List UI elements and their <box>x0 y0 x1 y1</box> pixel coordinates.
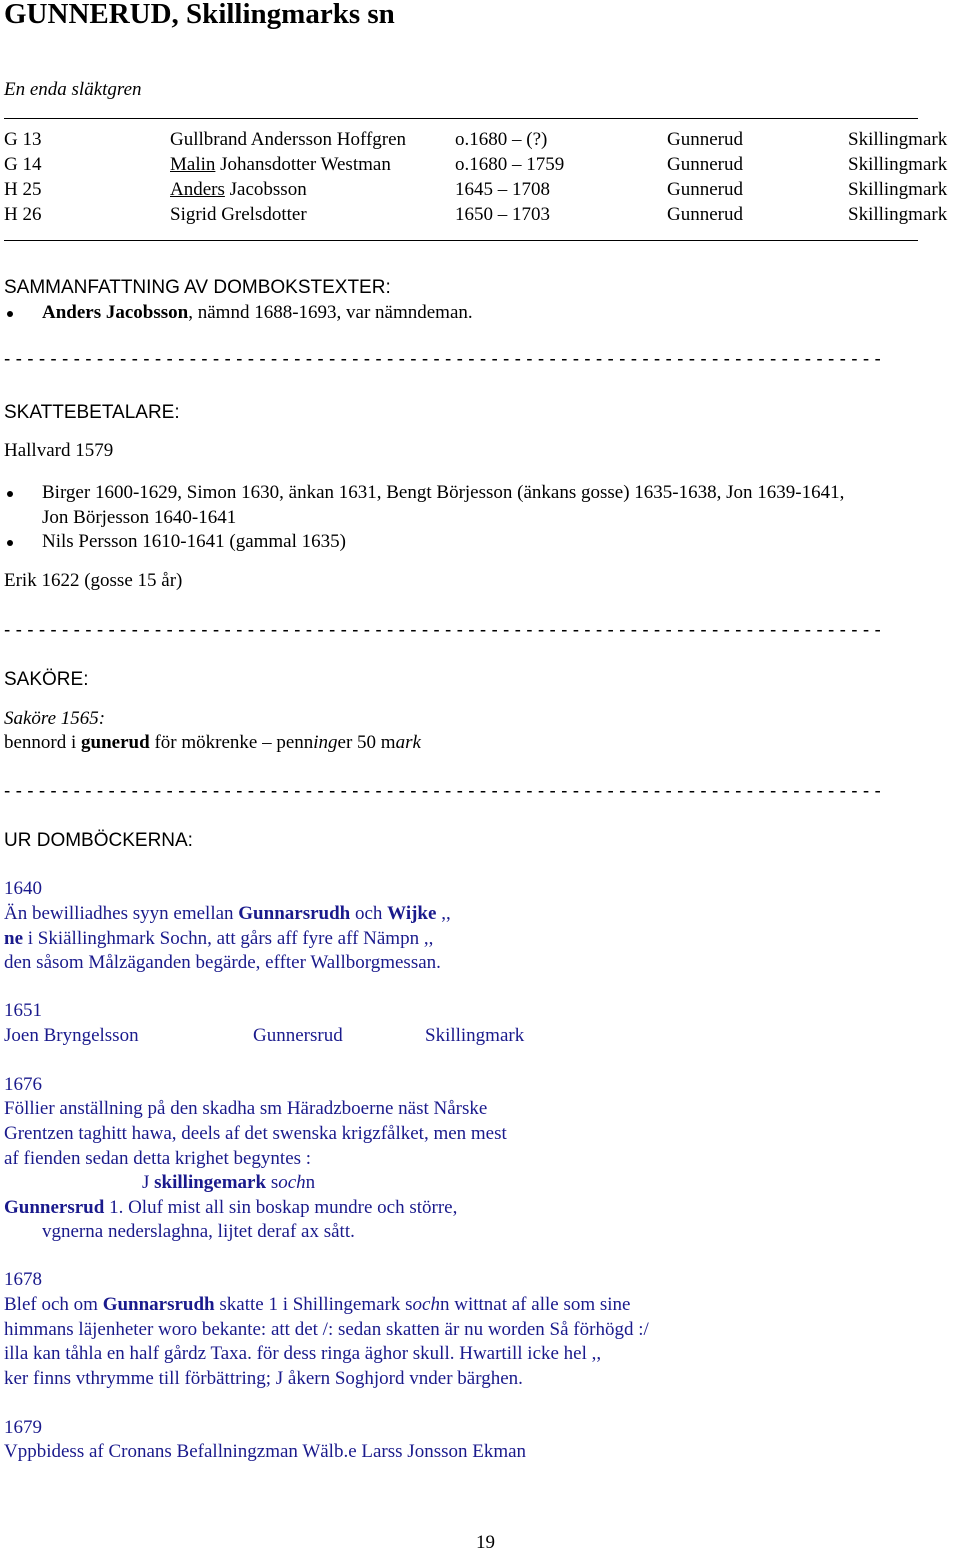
taxpayer-bullet1-line2: Jon Börjesson 1640-1641 <box>42 507 237 528</box>
row-years: o.1680 – 1759 <box>455 154 565 175</box>
bullet-icon <box>7 540 13 546</box>
row-name: Anders Jacobsson <box>170 179 307 200</box>
taxpayer-first: Hallvard 1579 <box>4 440 114 461</box>
row-code: H 25 <box>4 179 42 200</box>
row-code: H 26 <box>4 204 42 225</box>
separator: - - - - - - - - - - - - - - - - - - - - - - - - - - - - - - - - - - - - - - - - - - - - - - - - - - - - - - - - - - - - - - - - - - - - - - - - - - - - <box>4 620 881 641</box>
entry-1676-line3: af fienden sedan detta krighet begyntes : <box>4 1148 312 1169</box>
year-1651: 1651 <box>4 1000 42 1021</box>
row-farm: Gunnerud <box>667 179 743 200</box>
row-years: 1645 – 1708 <box>455 179 550 200</box>
entry-1676-line6: vgnerna nederslaghna, lijtet deraf ax sått. <box>42 1221 355 1242</box>
row-parish: Skillingmark <box>848 204 948 225</box>
row-name: Malin Johansdotter Westman <box>170 154 391 175</box>
year-1640: 1640 <box>4 878 42 899</box>
entry-1678-line3: illa kan tåhla en half gårdz Taxa. för dess ringa äghor skull. Hwartill icke hel ,, <box>4 1343 602 1364</box>
separator: - - - - - - - - - - - - - - - - - - - - - - - - - - - - - - - - - - - - - - - - - - - - - - - - - - - - - - - - - - - - - - - - - - - - - - - - - - - - <box>4 349 881 370</box>
row-years: o.1680 – (?) <box>455 129 548 150</box>
entry-1679-line1: Vppbidess af Cronans Befallningzman Wälb.e Larss Jonsson Ekman <box>4 1441 527 1462</box>
entry-1640-line2: ne i Skiällinghmark Sochn, att gårs aff fyre aff Nämpn ,, <box>4 928 434 949</box>
subtitle: En enda släktgren <box>4 79 142 100</box>
entry-1676-line4: J skillingemark sochn <box>142 1172 316 1193</box>
row-parish: Skillingmark <box>848 154 948 175</box>
row-name: Sigrid Grelsdotter <box>170 204 307 225</box>
year-1676: 1676 <box>4 1074 42 1095</box>
row-farm: Gunnerud <box>667 154 743 175</box>
divider-top <box>4 118 918 119</box>
summary-bullet <box>42 302 473 324</box>
entry-1651-farm: Gunnersrud <box>253 1025 343 1046</box>
row-name-first: Anders <box>170 179 225 200</box>
entry-1651-parish: Skillingmark <box>425 1025 525 1046</box>
sakore-line: bennord i gunerud för mökrenke – penninger 50 mark <box>4 732 421 753</box>
court-heading: UR DOMBÖCKERNA: <box>4 830 193 851</box>
summary-rest: , nämnd 1688-1693, var nämndeman. <box>188 302 473 323</box>
year-1678: 1678 <box>4 1269 42 1290</box>
entry-1651-name: Joen Bryngelsson <box>4 1025 139 1046</box>
bullet-icon <box>7 311 13 317</box>
divider-bottom <box>4 240 918 241</box>
row-farm: Gunnerud <box>667 204 743 225</box>
family-row <box>4 154 960 178</box>
family-row <box>4 129 960 153</box>
bullet-icon <box>7 491 13 497</box>
entry-1640-line1: Än bewilliadhes syyn emellan Gunnarsrudh och Wijke ,, <box>4 903 451 924</box>
summary-bold: Anders Jacobsson <box>42 302 189 323</box>
sakore-heading: SAKÖRE: <box>4 669 89 690</box>
page-title: GUNNERUD, Skillingmarks sn <box>4 0 395 30</box>
entry-1678-line4: ker finns vthrymme till förbättring; J åkern Soghjord vnder bärghen. <box>4 1368 523 1389</box>
page-number: 19 <box>476 1532 495 1553</box>
taxpayer-bullet1-line1: Birger 1600-1629, Simon 1630, änkan 1631, Bengt Börjesson (änkans gosse) 1635-1638, Jon 1639-1641, <box>42 482 845 503</box>
row-farm: Gunnerud <box>667 129 743 150</box>
entry-1678-line1: Blef och om Gunnarsrudh skatte 1 i Shillingemark sochn wittnat af alle som sine <box>4 1294 631 1315</box>
entry-1676-line5: Gunnersrud 1. Oluf mist all sin boskap mundre och större, <box>4 1197 458 1218</box>
entry-1676-line1: Föllier anställning på den skadha sm Häradzboerne näst Nårske <box>4 1098 488 1119</box>
year-1679: 1679 <box>4 1417 42 1438</box>
taxpayers-heading: SKATTEBETALARE: <box>4 402 180 423</box>
row-name-first: Malin <box>170 154 216 175</box>
entry-1676-line2: Grentzen taghitt hawa, deels af det swenska krigzfålket, men mest <box>4 1123 507 1144</box>
family-row <box>4 204 960 228</box>
separator: - - - - - - - - - - - - - - - - - - - - - - - - - - - - - - - - - - - - - - - - - - - - - - - - - - - - - - - - - - - - - - - - - - - - - - - - - - - - <box>4 781 881 802</box>
taxpayer-bullet2: Nils Persson 1610-1641 (gammal 1635) <box>42 531 346 552</box>
row-code: G 13 <box>4 129 42 150</box>
entry-1640-line3: den såsom Målzäganden begärde, effter Wallborgmessan. <box>4 952 441 973</box>
sakore-label: Saköre 1565: <box>4 708 106 729</box>
taxpayer-last: Erik 1622 (gosse 15 år) <box>4 570 183 591</box>
row-parish: Skillingmark <box>848 129 948 150</box>
family-row <box>4 179 960 203</box>
row-years: 1650 – 1703 <box>455 204 550 225</box>
row-parish: Skillingmark <box>848 179 948 200</box>
row-code: G 14 <box>4 154 42 175</box>
row-name: Gullbrand Andersson Hoffgren <box>170 129 407 150</box>
entry-1678-line2: himmans läjenheter woro bekante: att det /: sedan skatten är nu worden Så förhögd :/ <box>4 1319 649 1340</box>
summary-heading: SAMMANFATTNING AV DOMBOKSTEXTER: <box>4 277 391 298</box>
